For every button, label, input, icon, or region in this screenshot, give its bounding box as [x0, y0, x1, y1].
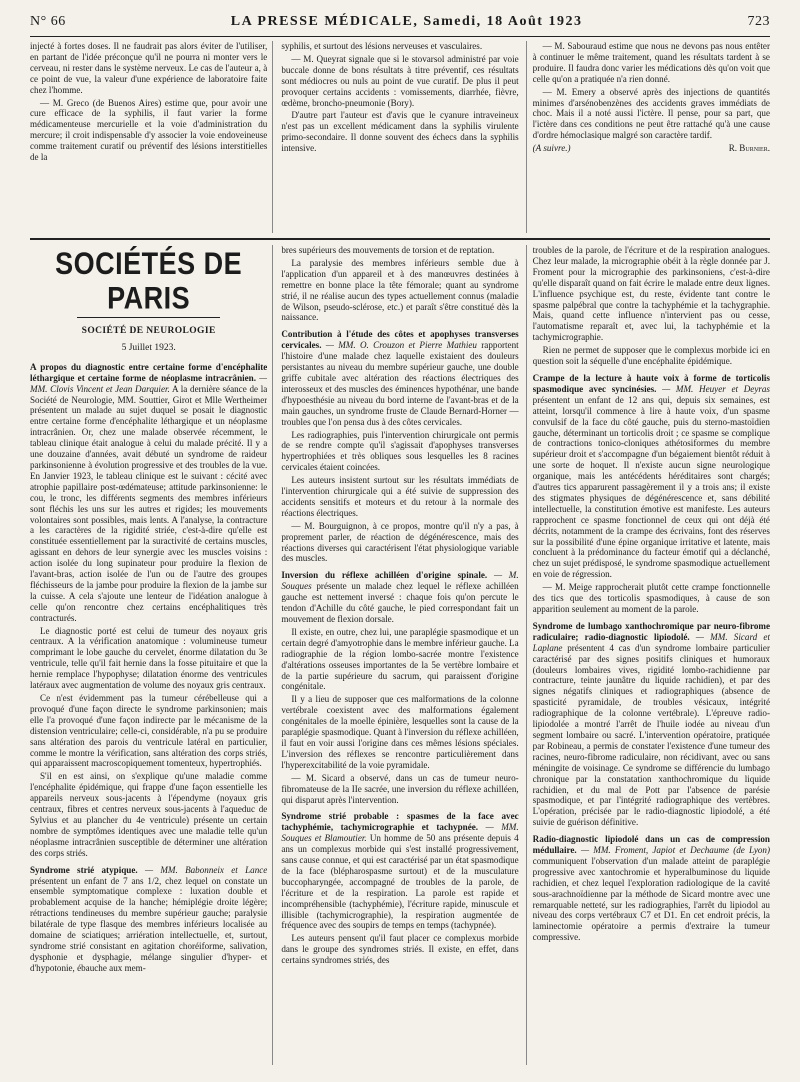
column-divider	[272, 41, 273, 233]
paragraph: — M. Emery a observé après des injections de quantités minimes d'arsénobenzènes des accidents graves immédiats de choc. Mais il a noté aussi l'ictère. Il pense, pour sa part, que l'ictère dans ces conditions ne peut être rattaché qu'à une cause d'ordre hémoclasique malgré son caractère tardif.	[532, 86, 770, 141]
article-text: rapportent l'histoire d'une malade chez laquelle existaient des douleurs persistantes au niveau du membre supérieur gauche, une double griffe cubitale avec altération des réactions électriques des interosseux et des muscles des éminences hypothénar, une bande d'hypoesthésie au niveau du bord interne de l'avant-bras et de la main gauches, un syndrome fruste de Claude Bernard-Horner — troubles que l'on pensa dus à des côtes cervicales.	[281, 340, 519, 427]
article-title: A propos du diagnostic entre certaine forme d'encéphalite léthargique et certaine forme de néoplasme intracrânien.	[30, 361, 268, 383]
paragraph: syphilis, et surtout des lésions nerveuses et vasculaires.	[281, 41, 483, 51]
article-text: Un homme de 50 ans présente depuis 4 ans un complexus morbide qui s'est installé progressivement, sans cause connue, et qui est caractérisé par un état spasmodique de la face (blépharospasme surtout) et de la musculature buccopharyngée, accompagné de troubles de la parole, de l'écriture et de la respiration. La parole est rapide et incompréhensible (tachyphémie), l'écriture rapide, minuscule et illisible (tachymicrographie), la respiration augmentée de fréquence avec des soupirs de temps en temps (tachypnée).	[281, 833, 519, 931]
article-title: Contribution à l'étude des côtes et apophyses transverses cervicales.	[281, 329, 519, 351]
main-column-2	[281, 245, 518, 1065]
title-rule	[77, 317, 219, 318]
session-date: 5 Juillet 1923.	[121, 342, 176, 353]
article-text: présentent un enfant de 12 ans qui, depuis six semaines, est atteint, lorsqu'il commence à lire à haute voix, d'un spasme convulsif de la face du côté gauche, puis du sterno-mastoïdien gauche, déterminant un torticolis droit ; ce spasme se complique de contractions tonico-cloniques athétosiformes du membre supérieur droit et s'accompagne d'un bégaiement bientôt réduit à une sorte de hoquet. Il n'existe aucun signe neurologique organique, mais les antécédents héréditaires sont chargés; d'autres tics apparurent passagèrement il y a trois ans; il existe des stigmates physiques de dégénérescence et, sans débilité intellectuelle, la constitution émotive est manifeste. Les auteurs rapprochent ce spasme fonctionnel de ceux qui ont déjà été décrits, notamment de la crampe des écrivains, font des réserves sur la possibilité d'une épine organique irritative et latente, mais concluent à la prédominance du facteur émotif qui a déclanché, chez un sujet prédisposé, le syndrome spasmodique actuellement en voie de régression.	[532, 394, 770, 580]
paragraph: Il y a lieu de supposer que ces malformations de la colonne vertébrale coexistent avec des malformations également congénitales de la moelle épinière, lesquelles sont la cause de la paraplégie spasmodique. Quant à l'inversion du réflexe achilléen, il faut en voir aussi l'origine dans ces mêmes lésions spéciales. L'inversion des réflexes se rencontre particulièrement dans l'hyperexcitabilité de la voie pyramidale.	[281, 694, 519, 770]
article	[533, 834, 770, 943]
paragraph: La paralysie des membres inférieurs semble due à l'application d'un appareil et à des manœuvres destinées à remettre en bonne place la tête fémorale; quant au syndrome strié, il ne réalise aucun des types actuellement connus (maladie de Wilson, pseudo-sclérose, etc.) et paraît s'être constitué dès la naissance.	[281, 257, 519, 323]
top-column-2	[281, 41, 518, 233]
main-column-3	[533, 245, 770, 1065]
society-name: SOCIÉTÉ DE NEUROLOGIE	[81, 326, 216, 336]
to-be-continued: (A suivre.)	[532, 143, 571, 154]
paragraph: — M. Sabouraud estime que nous ne devons pas nous entêter à continuer le même traitement, quand les résultats tardent à se produire. Il faudra donc varier les médications dès qu'on voit que celle qu'on a pratiquée n'a rien donné.	[532, 41, 770, 84]
article	[281, 570, 518, 625]
article-authors: — MM. Froment, Japiot et Dechaume (de Lyon)	[580, 845, 770, 856]
article-text: A la dernière séance de la Société de Neurologie, MM. Souttier, Girot et Mlle Wertheimer présentent un malade au sujet duquel se posait le diagnostic entre certaine forme d'encéphalite léthargique et un néoplasme intracrânien. Or, chez une malade observée récemment, le tableau clinique était analogue à celui du malade précité. Il y a une douzaine d'années, avait débuté un syndrome de raideur parkinsonienne à évolution progressive et des troubles de la vue. En Janvier 1923, le tableau clinique est le suivant : cécité avec atrophie papillaire post-œdémateuse; attitude parkinsonienne: le cou, le tronc, les différents segments des membres inférieurs sont fléchis les uns sur les autres et rigides; les mouvements volontaires sont possibles, mais lents. A l'analyse, la contracture a les caractères de la rigidité striée, c'est-à-dire qu'elle est constituée essentiellement par la suractivité de certains muscles, agissant en dehors de leur synergie avec les muscles voisins : action isolée du long supinateur pour produire la flexion de l'avant-bras, action isolée de l'un ou de l'autre des groupes fléchisseurs de la jambe pour produire la flexion de la jambe sur la cuisse. A cela s'ajoute une lenteur de l'idéation analogue à celle qu'on rencontre chez certains encéphalitiques très contracturés.	[30, 383, 268, 623]
article-title: Syndrome strié atypique.	[30, 864, 138, 875]
article-authors: — MM. Babonneix et Lance	[144, 864, 268, 875]
page-header	[30, 14, 770, 34]
paragraph: Les auteurs pensent qu'il faut placer ce complexus morbide dans le groupe des syndromes striés. Il existe, en effet, dans certains syndromes striés, des	[281, 933, 519, 966]
article-authors: — M. Souques	[281, 570, 519, 592]
article-title: Syndrome de lumbago xanthochromique par neuro-fibrome radiculaire; radio-diagnostic lipiodolé.	[532, 620, 770, 642]
column-divider	[526, 41, 527, 233]
main-section	[30, 245, 770, 1065]
section-rule	[30, 238, 770, 240]
journal-title: LA PRESSE MÉDICALE, Samedi, 18 Août 1923	[230, 14, 583, 29]
article	[281, 329, 518, 427]
column-divider	[526, 245, 527, 1065]
top-column-1	[30, 41, 267, 233]
article-authors: — MM. Souques et Blamoutier.	[281, 822, 519, 844]
paragraph: — M. Bourguignon, à ce propos, montre qu'il n'y a pas, à proprement parler, de réaction de dégénérescence, mais des réactions diverses qui caractérisent l'état physiologique variable des muscles.	[281, 520, 519, 564]
paragraph: Le diagnostic porté est celui de tumeur des noyaux gris centraux. A la vérification anatomique : volumineuse tumeur comprimant le lobe gauche du cervelet, énorme dilatation du 3e ventricule, telle qu'il fait hernie dans la fosse pituitaire et que la hernie remplace l'hypophyse; dilatation énorme des ventricules latéraux avec augmentation de volume des noyaux gris centraux.	[30, 625, 268, 691]
article	[533, 621, 770, 828]
article-authors: — MM. Heuyer et Deyras	[662, 383, 770, 394]
paragraph: bres supérieurs des mouvements de torsion et de reptation.	[281, 245, 495, 255]
article-text: présentent un enfant de 7 ans 1/2, chez lequel on constate un ensemble symptomatique complexe : luxation double et probablement acquise de la hanche; hémiplégie droite légère; rétractions tendineuses du membre supérieur gauche; paralysie bilatérale de type flasque des membres inférieurs localisée au domaine de sciatiques; arriération intellectuelle, et, surtout, syndrome strié consistant en agitation choréiforme, salivation, dysphonie et dysphagie, mélange singulier d'hyper- et d'hypotonie, ébauche aux mem-	[30, 875, 268, 973]
section-title: SOCIÉTÉS DE PARIS	[55, 246, 243, 316]
article	[281, 811, 518, 931]
article-text: communiquent l'observation d'un malade atteint de paraplégie progressive avec xantochromie et hyperalbuminose du liquide rachidien, et chez lequel l'exploration radiologique de la cavité sous-arachnoïdienne par la méthode de Sicard montre avec une remarquable netteté, sur les radiographies, l'arrêt du lipiodol au niveau des corps vertébraux C7 et D1. En cet endroit précis, la laminectomie opératoire a permis d'extraire la tumeur compressive.	[532, 855, 770, 943]
paragraph: — M. Meige rapprocherait plutôt cette crampe fonctionnelle des tics que des torticolis spasmodiques, à cause de son apparition seulement au moment de la parole.	[532, 582, 770, 614]
paragraph: Les auteurs insistent surtout sur les résultats immédiats de l'intervention chirurgicale qui a été suivie de suppression des accidents sensitifs et moteurs et du retour à la normale des réactions électriques.	[281, 475, 519, 518]
article-title: Inversion du réflexe achilléen d'origine spinale.	[281, 570, 488, 581]
article-text: présentent 4 cas d'un syndrome lombaire particulier caractérisé par des signes positifs cliniques et humoraux (douleurs lombaires vives, rigidité lombo-rachidienne par contracture, teinte jaunâtre du liquide rachidien), et par des signes négatifs cliniques et radiographiques (absence de spasticité pyramidale, de troubles vésicaux, intégrité radiographique de la colonne vertébrale). L'épreuve radio-lipiodolée a montré l'arrêt de l'huile iodée au niveau d'un segment lombaire ou sacré. L'intervention opératoire, pratiquée par Robineau, a permis de constater l'existence d'une tumeur des racines, neuro-fibrome radiculaire, non récidivant, avec ou sans méningite de voisinage. Ce syndrome se différencie du lumbago chronique par la constatation xanthochromique du liquide rachidien, et du mal de Pott par l'absence de parésie spasmodique, et par l'intégrité radiographique des vertèbres. L'opération, précisée par le radio-diagnostic lipiodolé, a été suivie de guérison définitive.	[532, 642, 770, 828]
paragraph: injecté à fortes doses. Il ne faudrait pas alors éviter de l'utiliser, en partant de l'idée préconçue qu'il ne pourra ni monter vers le cerveau, ni rester dans le système nerveux. Le cas de l'auteur a, à ce point de vue, la valeur d'une expérience de laboratoire faite chez l'homme.	[30, 41, 268, 95]
article	[533, 373, 770, 580]
paragraph: Ce n'est évidemment pas la tumeur cérébelleuse qui a provoqué d'une façon directe le syndrome parkinsonien; mais elle l'a provoqué d'une façon indirecte par le mécanisme de la distension ventriculaire; celle-ci, considérable, n'a pu se produire sans altération des parois du ventricule latéral en particulier, comme le montre la vérification, sans altération des corps striés, qui apparaissent macroscopiquement tomenteux, hypertrophiés.	[30, 693, 268, 769]
article-title: Radio-diagnostic lipiodolé dans un cas de compression médullaire.	[532, 834, 770, 856]
paragraph: Il existe, en outre, chez lui, une paraplégie spasmodique et un certain degré d'amyotrophie dans le membre inférieur gauche. La radiographie de la région lombo-sacrée montre l'existence d'altérations osseuses importantes de la 5e vertèbre lombaire et de la partie supérieure du sacrum, qui paraissent d'origine congénitale.	[281, 626, 519, 692]
continuation-line	[533, 143, 770, 154]
article-authors: — MM. O. Crouzon et Pierre Mathieu	[325, 340, 477, 351]
article-authors: — MM. Clovis Vincent et Jean Darquier.	[30, 372, 268, 394]
paragraph: Les radiographies, puis l'intervention chirurgicale ont permis de se rendre compte qu'il s'agissait d'apophyses transverses hypertrophiées et très obliques sous lesquelles les 8 racines cervicales étaient coincées.	[281, 429, 519, 473]
author-signature: R. Burnier.	[728, 143, 770, 154]
paragraph: S'il en est ainsi, on s'explique qu'une maladie comme l'encéphalite épidémique, qui frappe d'une façon essentielle les appareils nerveux sous-jacents à l'épendyme (noyaux gris centraux, fibres et centres nerveux sous-jacents à l'aqueduc de Sylvius et au plancher du 4e ventricule) présente un certain nombre de symptômes identiques avec une maladie telle qu'un néoplasme intracrânien susceptible de déterminer une altération des corps striés.	[30, 771, 268, 858]
column-divider	[272, 245, 273, 1065]
paragraph: D'autre part l'auteur est d'avis que le cyanure intraveineux n'est pas un excellent médicament dans la syphilis virulente primo-secondaire. Il donne souvent des échecs dans la syphilis intensive.	[281, 110, 519, 154]
paragraph: troubles de la parole, de l'écriture et de la respiration analogues. Chez leur malade, la micrographie obéit à la règle donnée par J. Froment pour la micrographie des parkinsoniens, c'est-à-dire qu'elle disparaît quand on fait écrire le malade entre deux lignes. L'influence psychique est, du reste, évidente tant contre le spasme palpébral que contre la tachyphémie et la tachygraphie. Mais, quand cette influence n'intervient pas ou cesse, l'automatisme reparaît et, avec lui, la tachyphémie et la tachymicrographie.	[532, 245, 770, 343]
article-title: Crampe de la lecture à haute voix à forme de torticolis spasmodique avec syncinésies.	[532, 372, 770, 394]
issue-number: N° 66	[30, 14, 66, 29]
paragraph: — M. Greco (de Buenos Aires) estime que, pour avoir une cure efficace de la syphilis, il faut varier la forme médicamenteuse mercurielle et la voie d'administration du mercure; il croit indispensable d'y associer la voie endoveineuse comme traitement curatif ou préventif des lésions interstitielles de la	[30, 97, 268, 163]
page-number: 723	[747, 14, 770, 29]
header-rule	[30, 36, 770, 37]
article-text: présente un malade chez lequel le réflexe achilléen gauche est nettement inversé : chaque fois qu'on percute le tendon d'Achille du côté gauche, le pied correspondant fait un mouvement de flexion dorsale.	[281, 581, 519, 624]
top-column-3	[533, 41, 770, 233]
main-column-1	[30, 245, 267, 1065]
article	[30, 865, 267, 974]
paragraph: — M. Queyrat signale que si le stovarsol administré par voie buccale donne de bons résultats à titre préventif, ces résultats sont médiocres ou nuls au point de vue curatif. De plus il peut provoquer certains accidents : vomissements, diarrhée, fièvre, œdème, broncho-pneumonie (Bory).	[281, 53, 519, 108]
article-authors: — MM. Sicard et Laplane	[532, 631, 770, 653]
paragraph: Rien ne permet de supposer que le complexus morbide ici en question soit la séquelle d'une encéphalite épidémique.	[532, 345, 770, 367]
article	[30, 362, 267, 624]
paragraph: — M. Sicard a observé, dans un cas de tumeur neuro-fibromateuse de la IIe sacrée, une inversion du réflexe achilléen, qui disparut après l'intervention.	[281, 772, 519, 805]
article-title: Syndrome strié probable : spasmes de la face avec tachyphémie, tachymicrographie et tachypnée.	[281, 811, 519, 833]
top-continuation	[30, 41, 770, 233]
